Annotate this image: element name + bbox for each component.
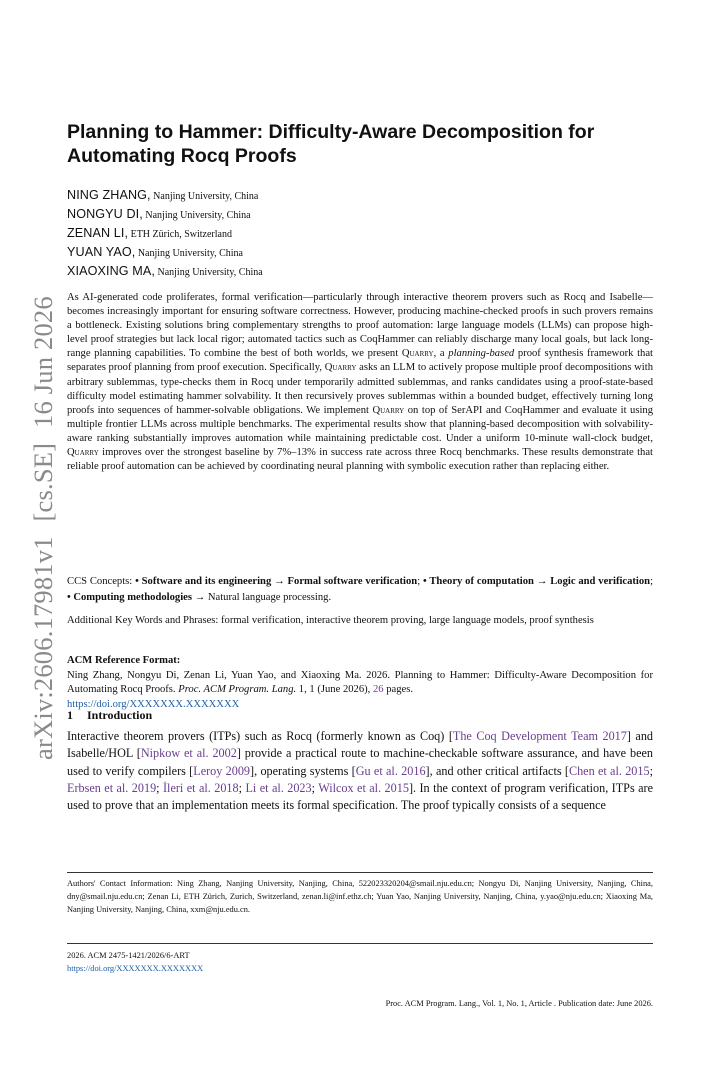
acm-reference-format — [67, 654, 653, 712]
tool-name: Quarry — [401, 348, 434, 360]
author-name: XIAOXING MA, — [67, 264, 155, 278]
ccs-concept: Natural language processing. — [207, 591, 332, 603]
body-text: ] and Isabelle/HOL [ — [67, 729, 654, 761]
citation-link[interactable]: İleri et al. 2018 — [163, 780, 239, 795]
body-text: ; — [311, 780, 319, 795]
arxiv-date: 16 Jun 2026 — [28, 296, 58, 428]
introduction-paragraph — [67, 728, 653, 814]
section-title: Introduction — [87, 708, 153, 722]
paper-title — [67, 120, 653, 168]
ccs-bullet: • — [67, 591, 74, 603]
body-text: ; — [238, 780, 246, 795]
body-text: Interactive theorem provers (ITPs) such as Rocq (formerly known as Coq) [ — [67, 729, 453, 743]
ccs-bullet: • — [422, 576, 430, 587]
tool-name: Quarry — [67, 447, 99, 459]
journal-name: Proc. ACM Program. Lang. — [178, 684, 297, 695]
abstract-text: asks an LLM to actively propose multiple proof decompositions with arbitrary sublemmas, type-checks them in Rocq under temporarily admitted sublemmas, and ranks candidates using a proof-state-based difficulty model estimating hammer solvability. It then recursively proves sublemmas within a bounded budget, effectively turning long proofs into sequences of hammer-solvable obligations. We implement — [67, 362, 653, 416]
author-affiliation: Nanjing University, China — [137, 248, 243, 259]
citation-link[interactable]: Chen et al. 2015 — [568, 763, 650, 778]
ccs-bullet: • — [135, 576, 142, 587]
ccs-concept: Formal software verification — [287, 576, 418, 587]
author-name: YUAN YAO, — [67, 245, 136, 259]
ccs-concept: Software and its engineering — [141, 576, 272, 587]
title-line: Planning to Hammer: Difficulty-Aware Decomposition for — [67, 121, 595, 143]
section-number: 1 — [67, 708, 73, 722]
tool-name: Quarry — [324, 362, 357, 374]
author-affiliation: Nanjing University, China — [153, 191, 259, 202]
body-text: ]. In the context of program verification, ITPs are used to prove that an implementation meets its formal specification. The proof typically consists of a sequence — [67, 780, 654, 813]
body-text: ] provide a practical route to machine-checkable software assurance, and have been used to verify compilers [ — [67, 746, 653, 778]
copyright-divider — [67, 943, 653, 944]
citation-link[interactable]: The Coq Development Team 2017 — [452, 729, 627, 743]
ccs-arrow: → — [533, 576, 551, 587]
citation-link[interactable]: Wilcox et al. 2015 — [318, 780, 409, 795]
author-affiliation: Nanjing University, China — [157, 267, 263, 278]
citation-link[interactable]: Erbsen et al. 2019 — [67, 780, 157, 795]
author-list — [67, 186, 653, 281]
acm-reference-text: pages. — [383, 684, 413, 695]
acm-reference-text: Ning Zhang, Nongyu Di, Zenan Li, Yuan Yao, and Xiaoxing Ma. 2026. Planning to Hammer: Difficulty-Aware Decomposition for Automating Rocq Proofs. — [67, 669, 653, 695]
citation-link[interactable]: Li et al. 2023 — [245, 780, 312, 795]
author-name: NING ZHANG, — [67, 188, 151, 202]
ccs-label: CCS Concepts: — [67, 576, 136, 587]
running-footer: Proc. ACM Program. Lang., Vol. 1, No. 1, Article . Publication date: June 2026. — [385, 999, 653, 1008]
copyright-block — [67, 950, 653, 975]
arxiv-category: [cs.SE] — [28, 442, 58, 522]
footer-doi-link[interactable]: https://doi.org/XXXXXXX.XXXXXXX — [67, 963, 204, 973]
abstract — [67, 291, 653, 474]
tool-name: Quarry — [372, 404, 405, 416]
citation-link[interactable]: Nipkow et al. 2002 — [140, 746, 237, 761]
ccs-separator: ; — [650, 576, 654, 587]
ccs-arrow: → — [191, 591, 208, 603]
abstract-text: on top of SerAPI and CoqHammer and evaluate it using multiple frontier LLMs across multiple benchmarks. The experimental results show that planning-based decomposition with solvability-aware ranking substantially improves automation while maintaining predictable cost. Under a uniform 10-minute wall-clock budget, — [67, 404, 653, 444]
ccs-concepts — [67, 574, 653, 605]
ccs-separator: ; — [417, 576, 423, 587]
author-affiliation: Nanjing University, China — [145, 210, 251, 221]
arxiv-identifier-stamp — [28, 288, 59, 760]
author-name: NONGYU DI, — [67, 207, 143, 221]
abstract-text: improves over the strongest baseline by 7%–13% in success rate across three Rocq benchmarks. These results demonstrate that reliable proof automation can be achieved by coordinating neural planning with symbolic execution rather than replacing either. — [67, 447, 653, 473]
abstract-text: As AI-generated code proliferates, formal verification—particularly through interactive theorem provers such as Rocq and Isabelle—becomes increasingly important for ensuring software correctness. However, producing machine-checked proofs in such provers remains a bottleneck. Existing solutions bring complementary strengths to proof automation: large language models (LLMs) can propose high-level proof strategies but lack local rigor; automated tactics such as CoqHammer can reliably discharge many local goals, but lack long-range planning capabilities. To combine the best of both worlds, we present — [67, 292, 653, 360]
footnote-divider — [67, 872, 653, 873]
author-name: ZENAN LI, — [67, 226, 129, 240]
author-entry — [67, 205, 653, 224]
ccs-concept: Theory of computation — [429, 576, 534, 587]
doi-link[interactable]: https://doi.org/XXXXXXX.XXXXXXX — [67, 698, 240, 710]
ccs-concept: Computing methodologies — [73, 591, 192, 603]
title-line: Automating Rocq Proofs — [67, 145, 297, 167]
acm-reference-header: ACM Reference Format: — [67, 655, 181, 666]
body-text: ; — [156, 780, 163, 795]
arxiv-id: arXiv:2606.17981v1 — [28, 536, 58, 760]
abstract-text: , a — [433, 348, 449, 360]
body-text: ], and other critical artifacts [ — [425, 763, 569, 778]
citation-link[interactable]: Gu et al. 2016 — [355, 763, 426, 778]
abstract-emphasis: planning-based — [448, 348, 515, 360]
author-entry — [67, 262, 653, 281]
author-contact-footnote: Authors' Contact Information: Ning Zhang, Nanjing University, Nanjing, China, 522023320204@smail.nju.edu.cn; Nongyu Di, Nanjing University, Nanjing, China, dny@smail.nju.edu.cn; Zenan Li, ETH Zürich, Zurich, Switzerland, zenan.li@inf.ethz.ch; Yuan Yao, Nanjing University, Nanjing, China, y.yao@nju.edu.cn; Xiaoxing Ma, Nanjing University, Nanjing, China, xxm@nju.edu.cn. — [67, 879, 653, 915]
additional-keywords: Additional Key Words and Phrases: formal verification, interactive theorem proving, large language models, proof synthesis — [67, 615, 594, 626]
page-count-link[interactable]: 26 — [372, 684, 384, 695]
copyright-line: 2026. ACM 2475-1421/2026/6-ART — [67, 951, 190, 960]
author-affiliation: ETH Zürich, Switzerland — [130, 229, 232, 240]
author-entry — [67, 243, 653, 262]
ccs-concept: Logic and verification — [550, 576, 651, 587]
body-text: ], operating systems [ — [250, 763, 356, 778]
body-text: ; — [649, 763, 653, 778]
author-entry — [67, 186, 653, 205]
section-heading — [67, 708, 152, 723]
author-entry — [67, 224, 653, 243]
acm-reference-text: 1, 1 (June 2026), — [296, 684, 373, 695]
abstract-text: proof synthesis framework that separates proof planning from proof execution. Specifically, — [67, 348, 653, 374]
citation-link[interactable]: Leroy 2009 — [193, 763, 251, 778]
ccs-arrow: → — [271, 576, 288, 587]
